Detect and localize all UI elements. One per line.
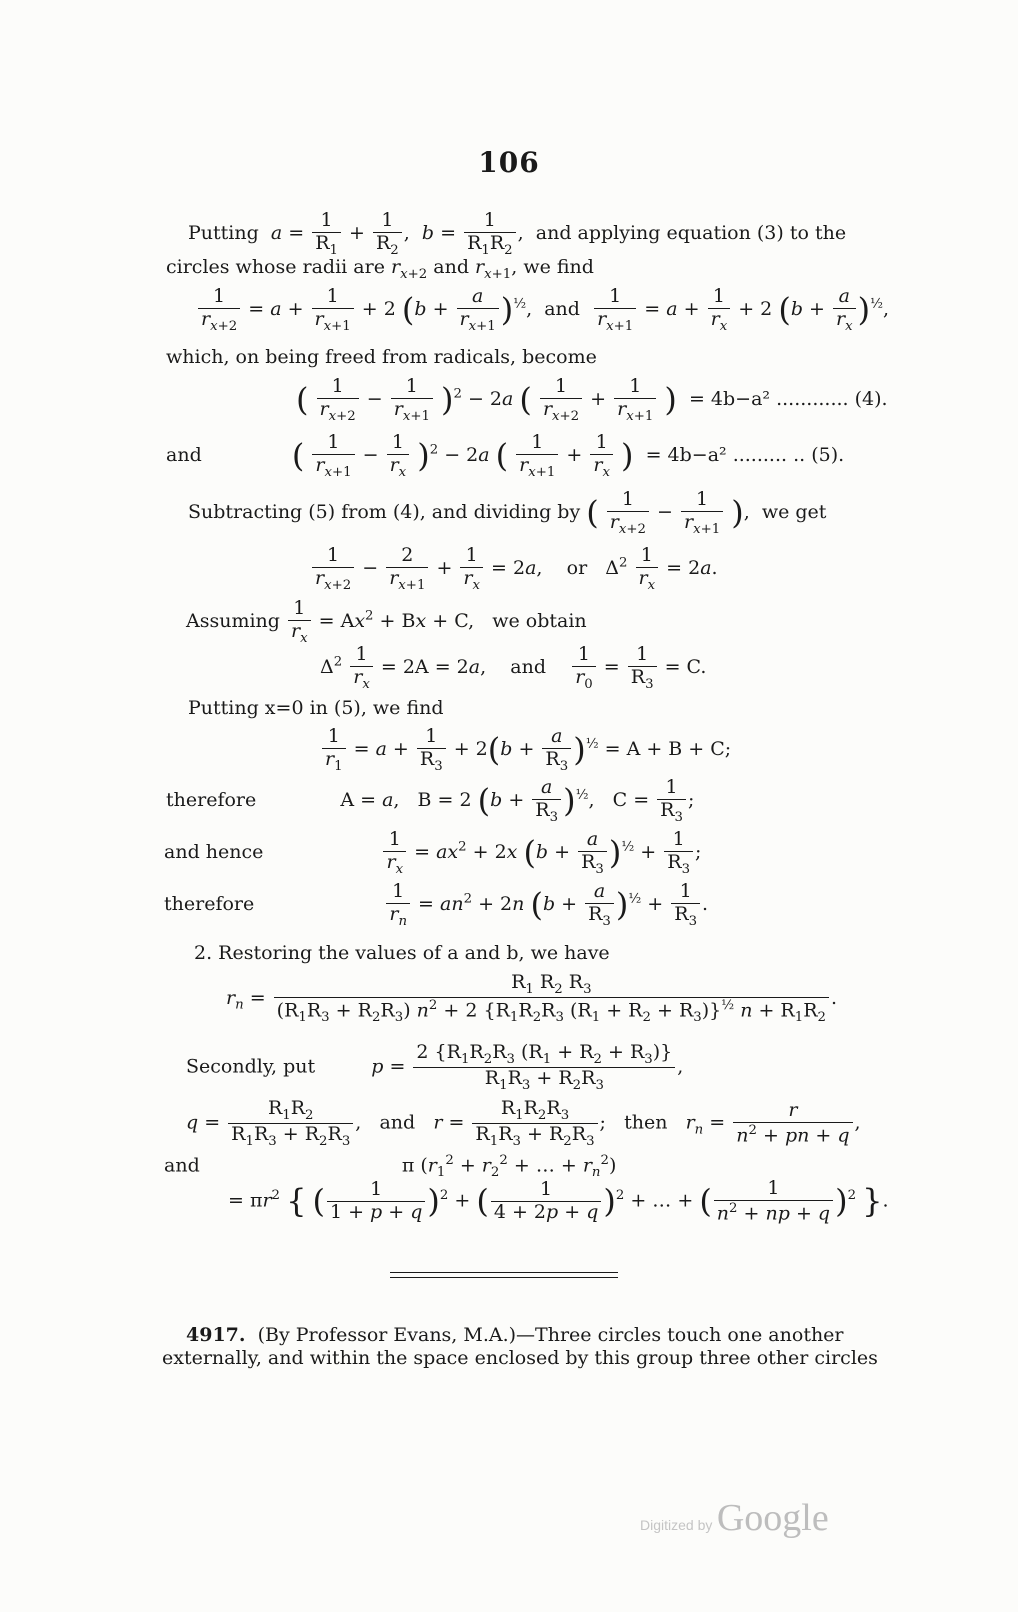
equation-sum-right: = $\pi r^2$ { ( $\frac{1}{1 + p + q}$ )$^2$ + ( $\frac{1}{4 + 2p + q}$ )$^2$ + … + ( $\frac{1}{n^2 + np + q}$ )$^2$ }. [228, 1177, 889, 1225]
text-and: and [544, 297, 580, 320]
text-and: and [166, 443, 202, 466]
text-and: and [164, 1154, 200, 1177]
text-and-applying: and applying equation (3) to the [535, 221, 847, 244]
text-we-get: we get [761, 500, 827, 523]
text-or: or [566, 556, 588, 579]
text-we-find: we find [523, 256, 594, 278]
text-putting-x: Putting x=0 in (5), we find [188, 697, 444, 719]
equation-constants: $\Delta^2$ $\frac{1}{r_x}$ = 2A = 2a, and $\frac{1}{r_0}$ = $\frac{1}{R_3}$ = C. [320, 643, 707, 692]
text-therefore: therefore [164, 892, 255, 915]
text-subtracting: Subtracting (5) from (4), and dividing by [188, 500, 581, 523]
equation-second-difference: $\frac{1}{r_{x+2}}$ − $\frac{2}{r_{x+1}}$ + $\frac{1}{r_x}$ = 2a, or $\Delta^2$ $\frac{1}{r_x}$ = 2a. [310, 545, 718, 593]
equation-coefficients: therefore A = a, B = 2 (b + $\frac{a}{R_3}$ )$^{\frac{1}{2}}$, C = $\frac{1}{R_3}$ ; [166, 776, 695, 825]
paragraph-putting: Putting a = $\frac{1}{R_1}$ + $\frac{1}{R_2}$ , b = $\frac{1}{R_1R_2}$ , and applying equation (3) to the [188, 209, 847, 258]
digitized-watermark [640, 1496, 829, 1540]
text-secondly: Secondly, put [186, 1055, 316, 1078]
text-and: and [379, 1111, 416, 1134]
google-logo: Google [716, 1497, 829, 1539]
section-divider [390, 1272, 618, 1278]
page-number: 106 [478, 146, 540, 179]
equation-sum-left: and π ($r_1^2 + r_2^2$ + … + $r_n^2$) [164, 1153, 617, 1181]
problem-number: 4917. [186, 1324, 246, 1346]
problem-text-2: externally, and within the space enclosed by this group three other circles [162, 1347, 878, 1369]
equation-5-rhs: = 4b−a² ......... .. (5). [645, 443, 845, 466]
equation-rx: and hence $\frac{1}{r_x}$ = $ax^2 + 2x$ (b + $\frac{a}{R_3}$ )$^{\frac{1}{2}}$ + $\frac{1}{R_3}$ ; [164, 828, 702, 877]
text-and: and [433, 256, 469, 278]
text-which: which, on being freed from radicals, become [166, 346, 597, 368]
equation-q-r: q = $\frac{R_1R_2}{R_1R_3 + R_2R_3}$ , and r = $\frac{R_1R_2R_3}{R_1R_3 + R_2R_3}$ ; then $r_n$ = $\frac{r}{n^2 + pn + q}$ , [186, 1097, 861, 1149]
text-assuming: Assuming [186, 609, 280, 632]
equation-p: Secondly, put p = $\frac{2 \{R_1R_2R_3 (R_1 + R_2 + R_3)\}}{R_1R_3 + R_2R_3}$ , [186, 1041, 684, 1093]
paragraph-assuming: Assuming $\frac{1}{r_x}$ = $Ax^2 + Bx + C$, we obtain [186, 597, 587, 646]
equation-4: ( $\frac{1}{r_{x+2}}$ − $\frac{1}{r_{x+1}}$ )$^2$ − 2a ( $\frac{1}{r_{x+2}}$ + $\frac{1}{r_{x+1}}$ ) = 4b−a² ............ (4). [296, 375, 888, 424]
problem-4917-line1 [186, 1325, 844, 1347]
text-therefore: therefore [166, 788, 257, 811]
text-then: then [624, 1111, 668, 1134]
equation-radical-pair: $\frac{1}{r_{x+2}}$ = a + $\frac{1}{r_{x+1}}$ + 2 (b + $\frac{a}{r_{x+1}}$ )$^{\frac{1}{2}}$, and $\frac{1}{r_{x+1}}$ = a + $\frac{1}{r_x}$ + 2 (b + $\frac{a}{r_x}$ )$^{\frac{1}{2}}$, [196, 286, 889, 334]
paragraph-subtracting: Subtracting (5) from (4), and dividing by ( $\frac{1}{r_{x+2}}$ − $\frac{1}{r_{x+1}}$ ), we get [188, 488, 827, 537]
problem-text-1: (By Professor Evans, M.A.)—Three circles touch one another [257, 1324, 844, 1346]
text-and: and [510, 655, 547, 678]
equation-4-rhs: = 4b−a² ............ (4). [688, 387, 888, 410]
equation-5: and ( $\frac{1}{r_{x+1}}$ − $\frac{1}{r_x}$ )$^2$ − 2a ( $\frac{1}{r_{x+1}}$ + $\frac{1}{r_x}$ ) = 4b−a² ......... .. (5). [166, 431, 845, 480]
text-we-obtain: we obtain [492, 609, 587, 632]
paragraph-circles: circles whose radii are $r_{x+2}$ and $r_{x+1}$, we find [166, 256, 594, 282]
text-and-hence: and hence [164, 840, 264, 863]
equation-rn-full: $r_n$ = $\frac{R_1 R_2 R_3}{(R_1R_3 + R_2R_3) n^2 + 2 \{R_1R_2R_3 (R_1 + R_2 + R_3)\}^{\frac{1}{2}} n + R_1R_2}$ . [226, 971, 838, 1026]
text-putting: Putting [188, 221, 259, 244]
equation-r1: $\frac{1}{r_1}$ = a + $\frac{1}{R_3}$ + 2(b + $\frac{a}{R_3}$ )$^{\frac{1}{2}}$ = A + B + C; [320, 726, 731, 774]
text-circles-whose: circles whose radii are [166, 256, 385, 278]
equation-rn: therefore $\frac{1}{r_n}$ = $an^2 + 2n$ (b + $\frac{a}{R_3}$ )$^{\frac{1}{2}}$ + $\frac{1}{R_3}$ . [164, 880, 709, 929]
watermark-prefix: Digitized by [640, 1517, 713, 1533]
text-restoring: 2. Restoring the values of a and b, we have [194, 942, 610, 964]
